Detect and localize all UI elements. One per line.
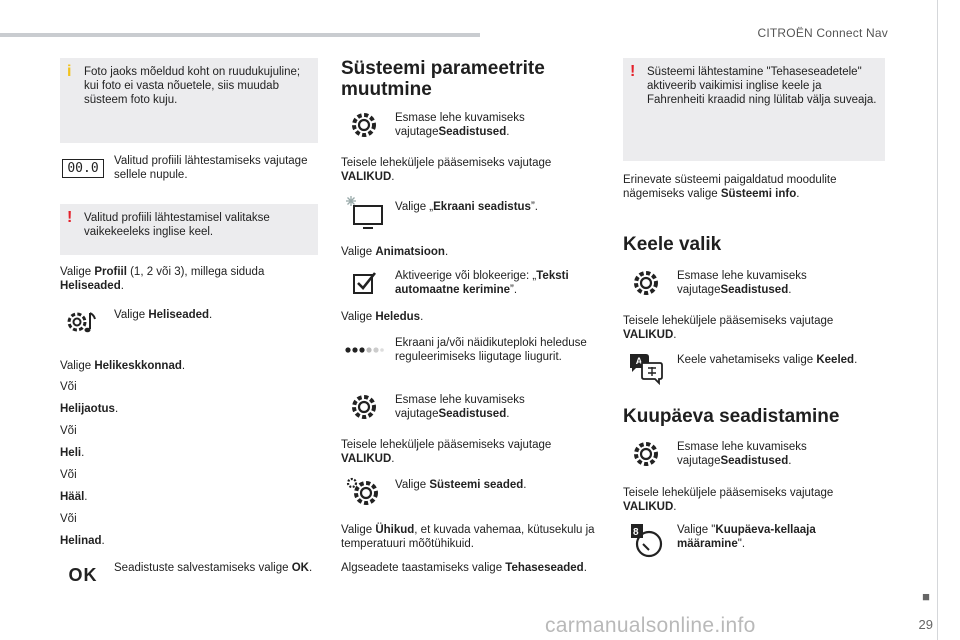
- units-text: Valige Ühikud, et kuvada vahemaa, kütusekulu ja temperatuuri mõõtühikuid.: [341, 524, 595, 550]
- gear-icon[interactable]: [623, 266, 669, 300]
- warning-icon: !: [630, 63, 636, 80]
- language-icon[interactable]: [623, 350, 669, 384]
- screen-settings-row: Valige „Ekraani seadistus”.: [341, 196, 538, 230]
- warning-note-factory-text: Süsteemi lähtestamine "Tehaseseadetele" aktiveerib vaikimisi inglise keele ja Fahrenheiti kraadid ning lülitab välja suveaja.: [647, 66, 877, 106]
- clock-icon[interactable]: [623, 520, 669, 560]
- screen-settings-icon[interactable]: [341, 196, 387, 230]
- date-settings-row: Esmase lehe kuvamiseks vajutageSeadistused.: [623, 437, 877, 471]
- ok-row: OK Seadistuste salvestamiseks valige OK.: [60, 558, 314, 592]
- language-settings-row: Esmase lehe kuvamiseks vajutageSeadistused.: [623, 266, 877, 300]
- reset-button-icon[interactable]: [60, 151, 106, 185]
- options-text-1: Teisele leheküljele pääsemiseks vajutage VALIKUD.: [341, 157, 552, 183]
- page-dot: ■: [922, 589, 930, 604]
- gear-icon[interactable]: [341, 390, 387, 424]
- system-info-text: Erinevate süsteemi paigaldatud moodulite nägemiseks valige Süsteemi info.: [623, 174, 837, 200]
- gear-icon[interactable]: [623, 437, 669, 471]
- heading-language: Keele valik: [623, 234, 722, 255]
- svg-text:A: A: [635, 356, 643, 366]
- audio-option-or-4: Või: [60, 513, 77, 525]
- warning-note: [60, 204, 318, 255]
- brightness-slider-row: [341, 333, 595, 367]
- ok-button-label: OK: [68, 564, 98, 585]
- warning-note-factory: [623, 58, 885, 161]
- heading-system-params: Süsteemi parameetrite muutmine: [341, 58, 545, 100]
- gear-icon[interactable]: [341, 108, 387, 142]
- badge-number: 8: [633, 527, 639, 538]
- brightness-slider-text: Ekraani ja/või näidikuteploki heleduse reguleerimiseks liigutage liugurit.: [395, 337, 587, 363]
- settings-row-2: Esmase lehe kuvamiseks vajutageSeadistused.: [341, 390, 595, 424]
- datetime-row: 8 Valige "Kuupäeva-kellaaja määramine".: [623, 520, 847, 560]
- info-note-text: Foto jaoks mõeldud koht on ruudukujuline; kui foto ei vasta nõuetele, siis muudab süsteem foto kuju.: [84, 66, 301, 106]
- settings-row-1: Esmase lehe kuvamiseks vajutageSeadistused.: [341, 108, 595, 142]
- watermark: carmanualsonline.info: [545, 614, 756, 637]
- audio-option-5: Helinad.: [60, 535, 105, 547]
- reset-text: Valitud profiili lähtestamiseks vajutage sellele nupule.: [114, 155, 308, 181]
- audio-option-or-1: Või: [60, 381, 77, 393]
- animation-text: Valige Animatsioon.: [341, 246, 449, 258]
- factory-reset-text: Algseadete taastamiseks valige Tehaseseaded.: [341, 562, 587, 574]
- audio-settings-icon[interactable]: [60, 305, 106, 339]
- options-text-2: Teisele leheküljele pääsemiseks vajutage VALIKUD.: [341, 439, 552, 465]
- reset-row: [60, 151, 314, 185]
- audio-option-2: Helijaotus.: [60, 403, 119, 415]
- warning-note-text: Valitud profiili lähtestamisel valitakse vaikekeeleks inglise keel.: [84, 212, 270, 238]
- audio-option-4: Hääl.: [60, 491, 88, 503]
- ok-button[interactable]: [60, 558, 106, 592]
- reset-button-label: 00.0: [62, 159, 103, 178]
- audio-settings-row: Valige Heliseaded.: [60, 305, 212, 339]
- languages-row: A Keele vahetamiseks valige Keeled.: [623, 350, 857, 384]
- audio-option-1: Valige Helikeskkonnad.: [60, 360, 186, 372]
- heading-date: Kuupäeva seadistamine: [623, 406, 840, 427]
- brightness-text: Valige Heledus.: [341, 311, 424, 323]
- audio-option-or-2: Või: [60, 425, 77, 437]
- system-settings-icon[interactable]: [341, 475, 387, 509]
- checkbox-icon[interactable]: [341, 266, 387, 300]
- audio-option-3: Heli.: [60, 447, 85, 459]
- brightness-slider-icon[interactable]: [341, 333, 387, 367]
- auto-scroll-row: Aktiveerige või blokeerige: „Teksti automaatne kerimine”.: [341, 266, 595, 300]
- date-options-text: Teisele leheküljele pääsemiseks vajutage VALIKUD.: [623, 487, 834, 513]
- system-settings-row: Valige Süsteemi seaded.: [341, 475, 526, 509]
- header-title: CITROËN Connect Nav: [757, 26, 888, 40]
- profile-text: Valige Profiil (1, 2 või 3), millega siduda Heliseaded.: [60, 266, 265, 292]
- audio-option-or-3: Või: [60, 469, 77, 481]
- info-note: [60, 58, 318, 143]
- language-options-text: Teisele leheküljele pääsemiseks vajutage VALIKUD.: [623, 315, 834, 341]
- warning-icon: !: [67, 209, 73, 226]
- page-edge-line: [937, 0, 938, 640]
- page-number: 29: [918, 617, 933, 632]
- info-icon: i: [67, 63, 72, 80]
- header-bar: [0, 33, 480, 37]
